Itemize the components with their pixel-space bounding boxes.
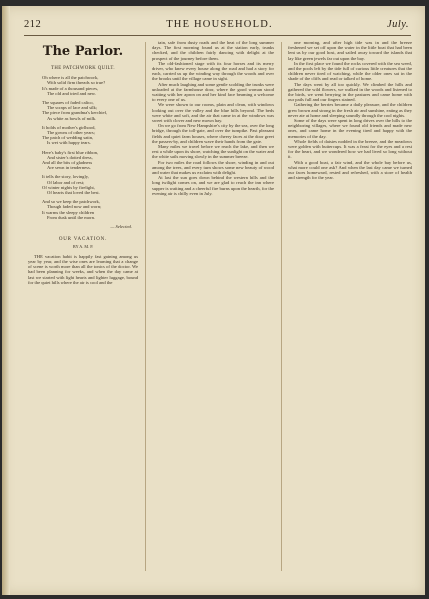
article-paragraph: one morning, and after high tide was in and the breeze freshened we set off upon the water in the little boat that had been lent us by our good host, and sailed away toward the islands that lay like green jewels far out upon the bay. bbox=[288, 40, 412, 61]
poem-line: It's made of a thousand pieces, bbox=[42, 85, 99, 91]
poem-line: From dusk until the morn. bbox=[47, 214, 96, 220]
poem-line: It holds of mother's girlhood, bbox=[42, 124, 96, 130]
article-byline: BY A. M. P. bbox=[72, 244, 94, 250]
poem-stanza bbox=[42, 75, 138, 96]
article-paragraph: At last the sun goes down behind the western hills and the long twilight comes on, and we are glad to reach the inn where supper is waiting and a cheerful fire burns upon the hearth, for the evening air is chilly even in July. bbox=[152, 175, 274, 196]
poem-line: Are sewn in tenderness. bbox=[47, 165, 91, 171]
poem-line: The patch of wedding satin, bbox=[42, 135, 94, 141]
poem-line: Is wet with happy tears. bbox=[47, 140, 91, 146]
poem-line: Of hearts that loved the best. bbox=[47, 190, 100, 196]
poem-stanza bbox=[42, 199, 138, 220]
column-middle bbox=[152, 40, 274, 577]
article-paragraph: For two miles the road follows the shore, winding in and out among the trees, and every turn shows some new beauty of wood and water that makes us exclaim with delight. bbox=[152, 159, 274, 176]
poem-line: As white as bowls of milk. bbox=[47, 115, 97, 121]
column-separator bbox=[145, 42, 146, 571]
article-paragraph: We were shown to our rooms, plain and clean, with windows looking out over the valley and the blue hills beyond. The beds were white and soft, and the air that came in at the windows was sweet with clover and new mown hay. bbox=[152, 102, 274, 124]
poem-stanza bbox=[42, 100, 138, 121]
issue-month: July. bbox=[386, 19, 409, 30]
article-paragraph: Some of the days were spent in long drives over the hills to the neighboring villages, where we found old friends and made new ones, and came home in the evening tired and happy with the memories of the day. bbox=[288, 118, 412, 139]
publication-title: THE HOUSEHOLD. bbox=[166, 19, 273, 30]
poem-line: Oh where is all the patchwork, bbox=[42, 75, 99, 81]
header-rule bbox=[24, 35, 411, 36]
section-title: The Parlor. bbox=[42, 44, 124, 59]
poem-line: And so we keep the patchwork, bbox=[42, 199, 100, 205]
poem-line: It warms the sleepy children bbox=[42, 209, 95, 215]
poem-line: The scraps of lace and silk; bbox=[47, 105, 98, 111]
poem-line: The piece from grandma's kerchief, bbox=[42, 110, 108, 116]
article-paragraph: Whole fields of daisies nodded in the breeze, and the meadows were golden with buttercups. It was a feast for the eyes and a rest for the heart, and we wondered how we had lived so long without it. bbox=[288, 138, 412, 160]
column-right bbox=[288, 40, 412, 577]
article-paragraph: Gathering the berries became a daily pleasure, and the children grew brown and strong in the fresh air and sunshine, eating as they never ate at home and sleeping soundly through the cool nights. bbox=[288, 102, 412, 118]
article-paragraph: In the first place we found the rocks covered with the sea weed, and the pools left by the tide full of curious little creatures that the children never tired of watching, while the older ones sat in the shade of the cliffs and read or talked of home. bbox=[288, 60, 412, 82]
poem-line: The gowns of other years; bbox=[47, 130, 95, 136]
poem-line: With solid firm threads so true? bbox=[47, 80, 106, 86]
page-number: 212 bbox=[24, 19, 42, 30]
poem-stanza bbox=[42, 174, 138, 195]
poem-line: Though faded now and worn; bbox=[47, 204, 102, 210]
poem-stanza bbox=[42, 150, 138, 171]
poem-stanza bbox=[42, 125, 138, 146]
poem-line: Of winter nights by firelight, bbox=[42, 184, 95, 190]
article-title: OUR VACATION. bbox=[58, 237, 108, 243]
poem-author: — Selected. bbox=[110, 224, 132, 230]
article-paragraph: With a good boat, a fair wind, and the whole bay before us, what more could one ask? And when the last day came we turned our faces homeward, rested and refreshed, with a store of health and strength for the year. bbox=[288, 159, 412, 181]
article-paragraph: On we go from New Hampshire's city by the sea, over the long bridge, through the toll-gate, and over the turnpike. Past pleasant fields and quiet farm houses, where cheery faces at the door greet the passers-by, and children wave their hands from the gate. bbox=[152, 123, 274, 144]
article-paragraph: The old-fashioned stage with its four horses and its merry driver, who knew every house along the road and had a story for each, carried us up the winding way through the woods and over the brooks until the village came in sight. bbox=[152, 60, 274, 82]
poem-line: Of labor and of rest; bbox=[47, 179, 85, 185]
poem-line: The old and tried and new. bbox=[47, 90, 96, 96]
poem-line: It tells the story, lovingly, bbox=[42, 174, 89, 180]
column-separator bbox=[281, 42, 282, 571]
article-paragraph: tain, safe from dusty roads and the heat of the long summer days. The first morning found us at the station early, trunks checked, and the children fairly dancing with delight at the prospect of the journey before them. bbox=[152, 40, 274, 61]
poem-title: THE PATCHWORK QUILT. bbox=[51, 66, 115, 71]
poem-line: And sister's dotted dress, bbox=[47, 154, 93, 160]
running-header bbox=[24, 19, 415, 33]
article-paragraph: The days went by all too quickly. We climbed the hills and gathered the wild flowers, we walked in the woods and listened to the birds, we went berrying in the pastures and came home with our pails full and our fingers stained. bbox=[288, 81, 412, 103]
page-gutter bbox=[2, 6, 10, 595]
article-paragraph: THE vacation habit is happily fast gaining among us year by year, and the wise ones are learning that a change of scene is worth more than all the tonics of the doctor. We had been planning for weeks, and when the day came at last we started with light hearts and lighter luggage, bound for the quiet hills where the air is cool and the bbox=[28, 253, 138, 285]
poem-line: Here's baby's first blue ribbon, bbox=[42, 149, 99, 155]
article-paragraph: Many miles we travel before we reach the lake, and then we rest a while upon its shore, watching the sunlight on the water and the white sails moving slowly in the summer breeze. bbox=[152, 144, 274, 160]
article-paragraph: After much laughing and some gentle scolding the trunks were unloaded at the farmhouse door, where the good woman stood waiting with her apron on and her kind face beaming a welcome to every one of us. bbox=[152, 81, 274, 103]
book-page bbox=[2, 6, 425, 595]
poem-line: The squares of faded calico, bbox=[42, 100, 94, 106]
column-left bbox=[28, 40, 138, 577]
poem-line: And all the bits of gladness bbox=[42, 160, 93, 166]
